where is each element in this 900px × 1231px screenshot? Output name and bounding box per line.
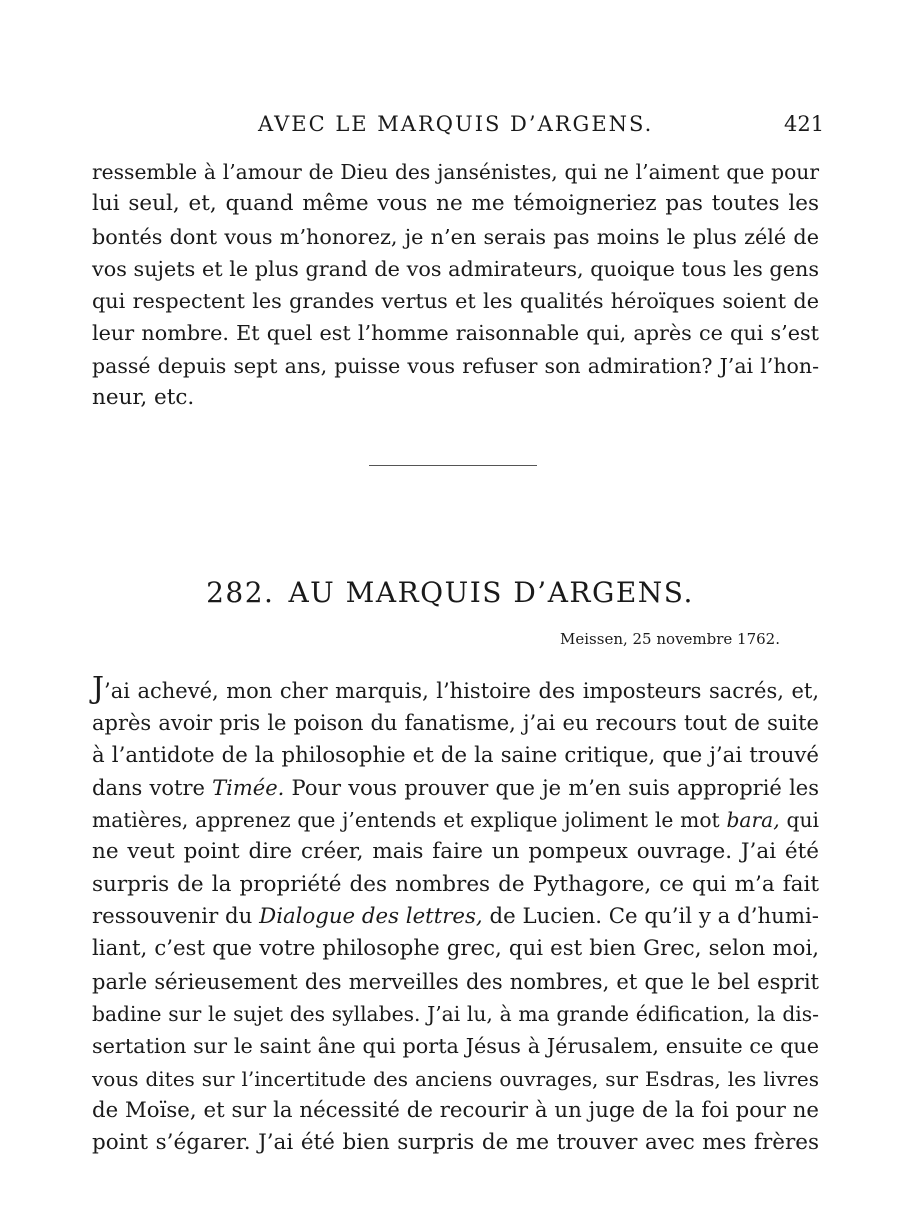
running-head xyxy=(0,112,900,142)
text-line: neur, etc. xyxy=(92,385,195,411)
text-line: point s’égarer. J’ai été bien surpris de me trouver avec mes frères xyxy=(92,1130,819,1156)
drop-cap: J xyxy=(92,671,105,706)
dateline: Meissen, 25 novembre 1762. xyxy=(560,630,780,648)
text-line: ressouvenir du Dialogue des lettres, de Lucien. Ce qu’il y a d’humi- xyxy=(92,904,819,930)
section-divider xyxy=(369,465,537,466)
text-line: passé depuis sept ans, puisse vous refuser son admiration? J’ai l’hon- xyxy=(92,353,819,378)
text-line: après avoir pris le poison du fanatisme, j’ai eu recours tout de suite xyxy=(92,711,819,736)
text-line: surpris de la propriété des nombres de Pythagore, ce qui m’a fait xyxy=(92,871,819,897)
letter-title: AU MARQUIS D’ARGENS. xyxy=(288,576,694,609)
letter-heading xyxy=(0,576,900,609)
page-number: 421 xyxy=(784,112,825,136)
text-line: leur nombre. Et quel est l’homme raisonnable qui, après ce qui s’est xyxy=(92,321,819,346)
text-line: dans votre Timée. Pour vous prouver que je m’en suis approprié les xyxy=(92,775,820,800)
letter-number: 282. xyxy=(206,576,275,609)
text-line: ressemble à l’amour de Dieu des jansénistes, qui ne l’aiment que pour xyxy=(92,160,819,184)
text-line: badine sur le sujet des syllabes. J’ai lu, à ma grande édification, la dis- xyxy=(92,1001,819,1026)
text-line: sertation sur le saint âne qui porta Jésus à Jérusalem, ensuite ce que xyxy=(92,1034,819,1059)
previous-letter-ending xyxy=(92,156,819,414)
text-line: vous dites sur l’incertitude des anciens ouvrages, sur Esdras, les livres xyxy=(92,1066,819,1091)
italic-title: Dialogue des lettres, xyxy=(259,904,483,930)
text-line: qui respectent les grandes vertus et les qualités héroïques soient de xyxy=(92,289,819,314)
italic-title: Timée. xyxy=(212,775,285,800)
letter-body xyxy=(92,673,819,1159)
text-line: parle sérieusement des merveilles des nombres, et que le bel esprit xyxy=(92,969,819,994)
text-line: liant, c’est que votre philosophe grec, qui est bien Grec, selon moi, xyxy=(92,936,819,962)
text-line: ne veut point dire créer, mais faire un pompeux ouvrage. J’ai été xyxy=(92,839,819,865)
text-line: bontés dont vous m’honorez, je n’en serais pas moins le plus zélé de xyxy=(92,224,819,249)
italic-word: bara, xyxy=(726,808,780,833)
text-line: lui seul, et, quand même vous ne me témoigneriez pas toutes les xyxy=(92,191,819,217)
text-line: de Moïse, et sur la nécessité de recourir à un juge de la foi pour ne xyxy=(92,1097,819,1123)
text-line: matières, apprenez que j’entends et explique joliment le mot bara, qui xyxy=(92,808,819,833)
text-line: J’ai achevé, mon cher marquis, l’histoire des imposteurs sacrés, et, xyxy=(92,671,819,706)
text-line: à l’antidote de la philosophie et de la saine critique, que j’ai trouvé xyxy=(92,742,819,768)
text-line: vos sujets et le plus grand de vos admirateurs, quoique tous les gens xyxy=(92,256,819,281)
running-title: AVEC LE MARQUIS D’ARGENS. xyxy=(258,112,654,136)
